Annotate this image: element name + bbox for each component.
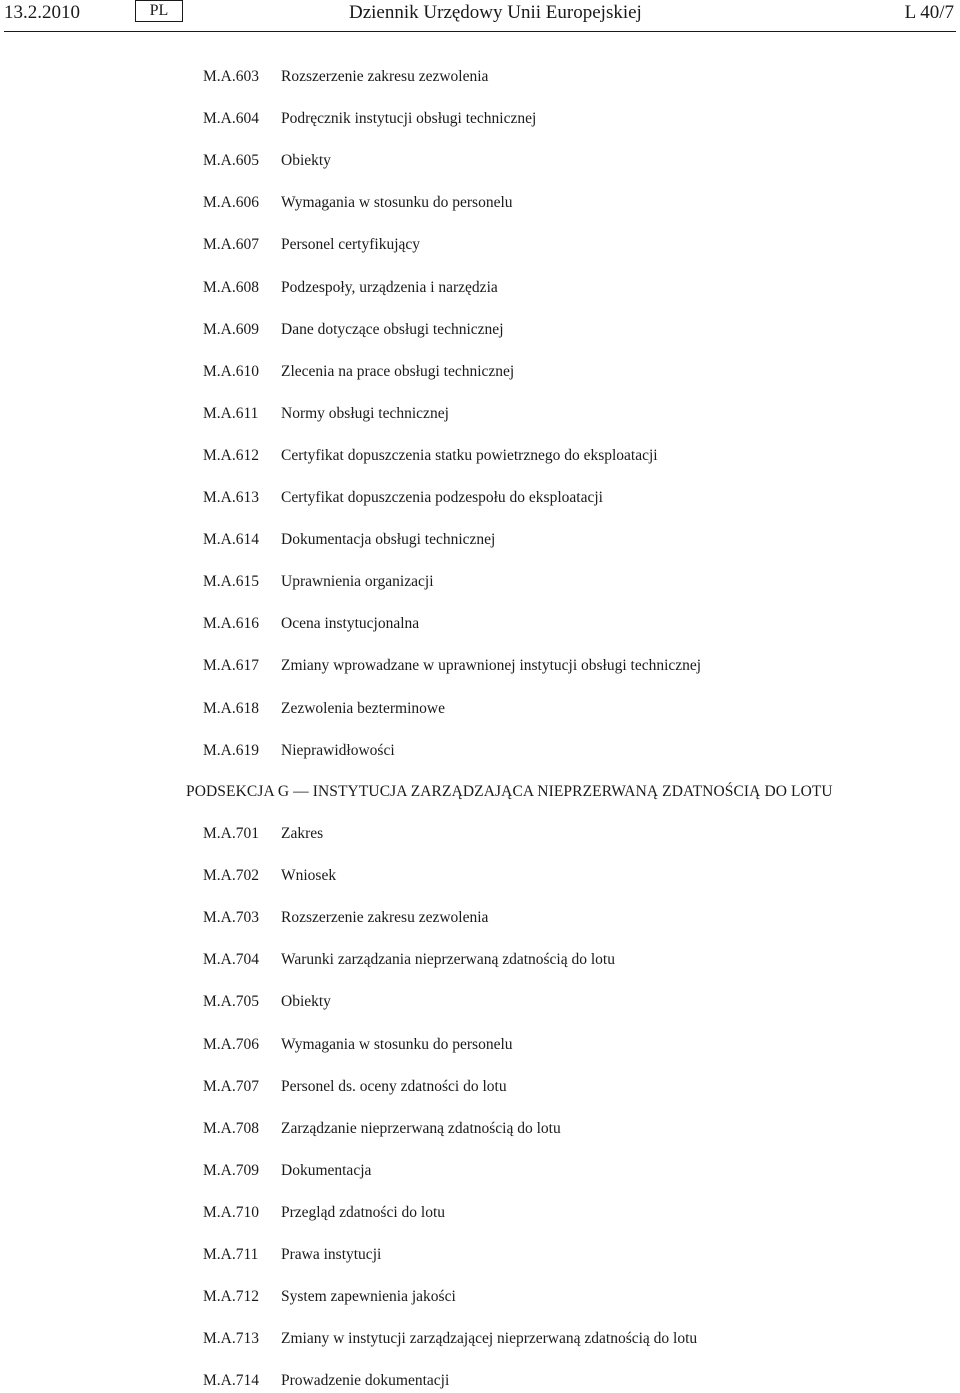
item-code: M.A.608 xyxy=(203,278,259,296)
item-code: M.A.605 xyxy=(203,152,259,170)
item-code: M.A.614 xyxy=(203,531,259,549)
item-code: M.A.714 xyxy=(203,1372,259,1390)
item-title: Zmiany wprowadzane w uprawnionej instytucji obsługi technicznej xyxy=(281,657,702,675)
item-title: Rozszerzenie zakresu zezwolenia xyxy=(281,68,489,85)
item-title: Rozszerzenie zakresu zezwolenia xyxy=(281,909,489,927)
item-code: M.A.610 xyxy=(203,362,259,380)
item-code: M.A.607 xyxy=(203,236,259,254)
item-code: M.A.612 xyxy=(203,446,259,464)
item-code: M.A.603 xyxy=(203,68,259,85)
item-code: M.A.707 xyxy=(203,1077,259,1095)
item-title: Warunki zarządzania nieprzerwaną zdatnością do lotu xyxy=(281,951,615,969)
language-badge: PL xyxy=(135,0,183,22)
page-reference: L 40/7 xyxy=(904,2,954,23)
item-code: M.A.710 xyxy=(203,1203,259,1221)
item-code: M.A.604 xyxy=(203,110,259,128)
item-title: Zakres xyxy=(281,825,324,842)
publication-date: 13.2.2010 xyxy=(4,2,80,23)
item-title: Przegląd zdatności do lotu xyxy=(281,1203,445,1221)
item-title: Wymagania w stosunku do personelu xyxy=(281,194,513,212)
item-code: M.A.704 xyxy=(203,951,259,969)
item-code: M.A.706 xyxy=(203,1035,259,1053)
item-code: M.A.708 xyxy=(203,1119,259,1137)
item-code: M.A.616 xyxy=(203,615,259,633)
item-code: M.A.713 xyxy=(203,1330,259,1348)
item-code: M.A.711 xyxy=(203,1246,259,1263)
item-title: Personel certyfikujący xyxy=(281,236,421,254)
item-title: Uprawnienia organizacji xyxy=(281,573,434,591)
item-title: Prawa instytucji xyxy=(281,1246,382,1263)
page-header xyxy=(0,0,960,30)
section-g-heading: PODSEKCJA G — INSTYTUCJA ZARZĄDZAJĄCA NIEPRZERWANĄ ZDATNOŚCIĄ DO LOTU xyxy=(186,783,833,800)
item-title: Certyfikat dopuszczenia podzespołu do eksploatacji xyxy=(281,489,603,506)
item-title: Ocena instytucjonalna xyxy=(281,615,420,633)
item-title: Prowadzenie dokumentacji xyxy=(281,1372,450,1390)
item-title: Zezwolenia bezterminowe xyxy=(281,699,445,717)
item-title: Wniosek xyxy=(281,867,337,885)
item-code: M.A.611 xyxy=(203,404,259,422)
item-code: M.A.613 xyxy=(203,489,259,506)
item-title: Podzespoły, urządzenia i narzędzia xyxy=(281,278,498,296)
item-title: Obiekty xyxy=(281,993,331,1011)
item-code: M.A.701 xyxy=(203,825,259,842)
header-divider xyxy=(4,31,956,32)
item-title: System zapewnienia jakości xyxy=(281,1288,456,1306)
item-title: Zarządzanie nieprzerwaną zdatnością do lotu xyxy=(281,1119,561,1137)
item-title: Nieprawidłowości xyxy=(281,741,395,759)
journal-title: Dziennik Urzędowy Unii Europejskiej xyxy=(349,2,642,23)
item-title: Podręcznik instytucji obsługi technicznej xyxy=(281,110,537,128)
item-code: M.A.703 xyxy=(203,909,259,927)
item-code: M.A.619 xyxy=(203,741,259,759)
item-code: M.A.705 xyxy=(203,993,259,1011)
item-title: Zmiany w instytucji zarządzającej nieprzerwaną zdatnością do lotu xyxy=(281,1330,698,1348)
item-code: M.A.618 xyxy=(203,699,259,717)
item-title: Normy obsługi technicznej xyxy=(281,404,449,422)
item-code: M.A.617 xyxy=(203,657,259,675)
item-code: M.A.702 xyxy=(203,867,259,885)
item-code: M.A.606 xyxy=(203,194,259,212)
item-code: M.A.609 xyxy=(203,320,259,338)
item-title: Dane dotyczące obsługi technicznej xyxy=(281,320,504,338)
item-code: M.A.615 xyxy=(203,573,259,591)
item-code: M.A.712 xyxy=(203,1288,259,1306)
item-title: Personel ds. oceny zdatności do lotu xyxy=(281,1077,507,1095)
item-title: Dokumentacja obsługi technicznej xyxy=(281,531,496,549)
item-title: Certyfikat dopuszczenia statku powietrznego do eksploatacji xyxy=(281,446,658,464)
item-title: Zlecenia na prace obsługi technicznej xyxy=(281,362,515,380)
item-title: Dokumentacja xyxy=(281,1161,372,1179)
item-title: Wymagania w stosunku do personelu xyxy=(281,1035,513,1053)
item-code: M.A.709 xyxy=(203,1161,259,1179)
item-title: Obiekty xyxy=(281,152,331,170)
